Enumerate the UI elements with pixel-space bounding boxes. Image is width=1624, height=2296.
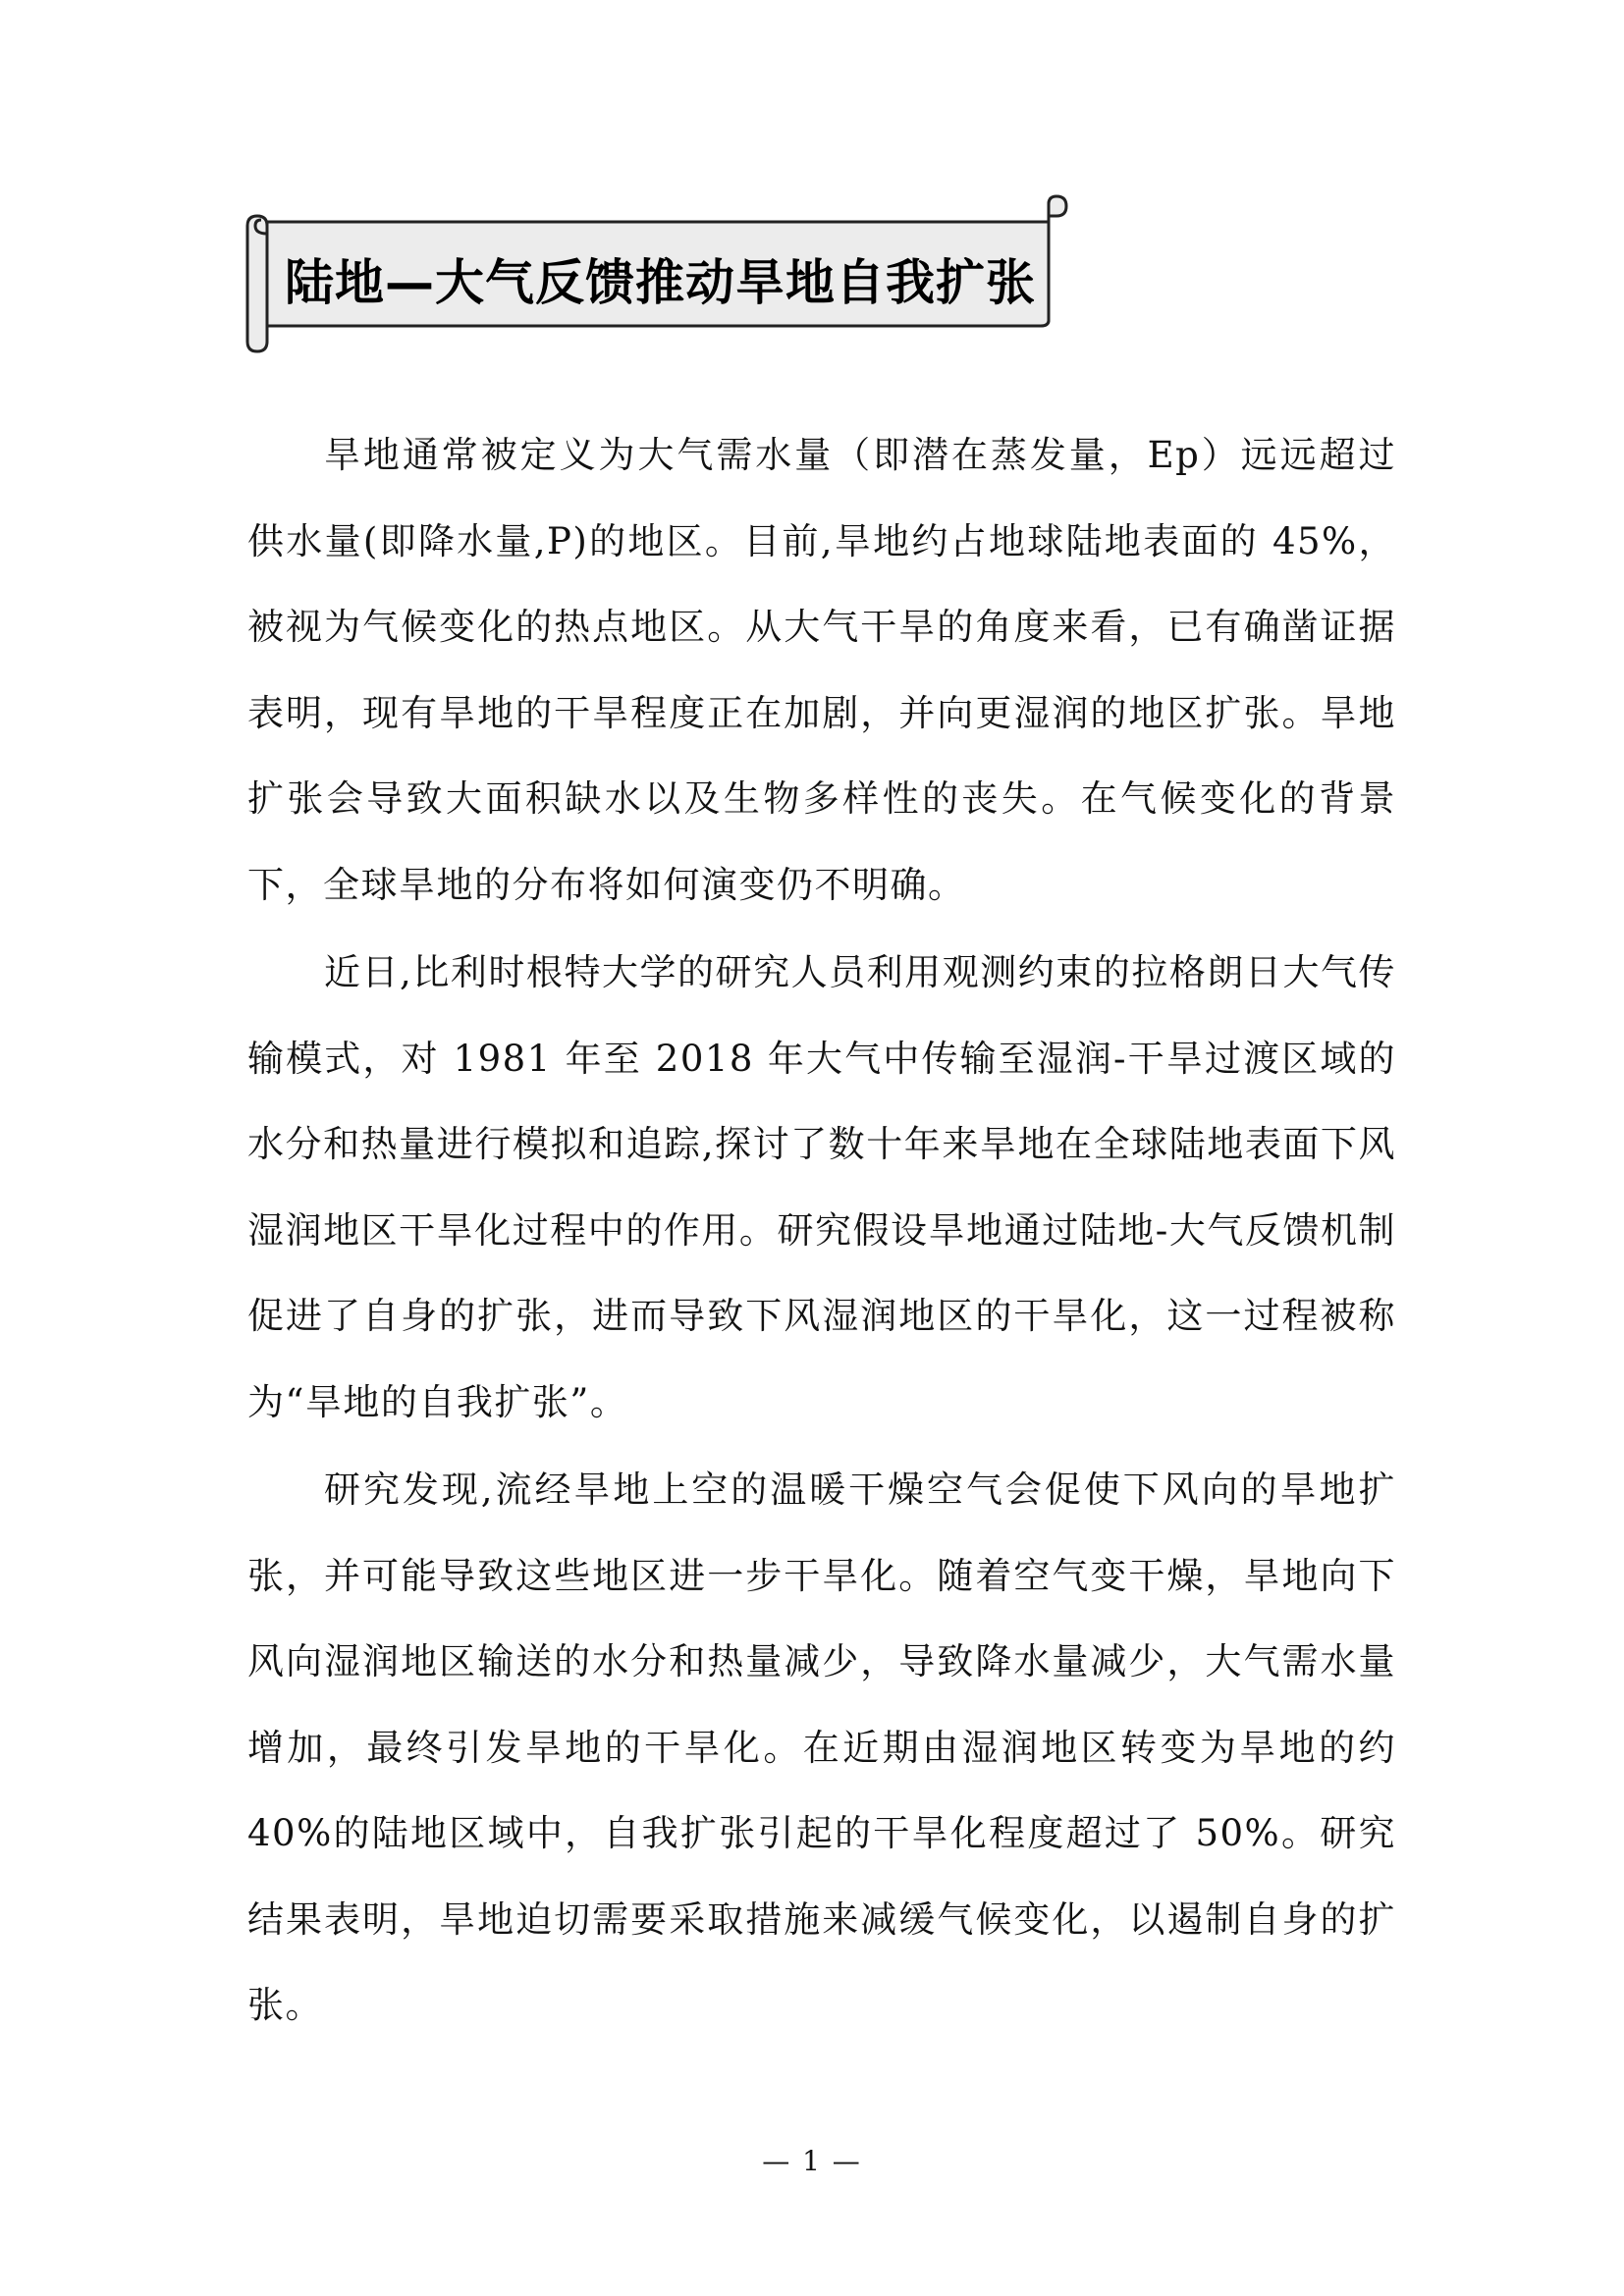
article-body bbox=[247, 412, 1396, 2050]
paragraph-1: 旱地通常被定义为大气需水量（即潜在蒸发量，Ep）远远超过供水量(即降水量,P)的地区。目前,旱地约占地球陆地表面的 45%，被视为气候变化的热点地区。从大气干旱的角度来看，已有确凿证据表明，现有旱地的干旱程度正在加剧，并向更湿润的地区扩张。旱地扩张会导致大面积缺水以及生物多样性的丧失。在气候变化的背景下，全球旱地的分布将如何演变仍不明确。 bbox=[247, 434, 1396, 906]
paragraph-2: 近日,比利时根特大学的研究人员利用观测约束的拉格朗日大气传输模式，对 1981 年至 2018 年大气中传输至湿润-干旱过渡区域的水分和热量进行模拟和追踪,探讨了数十年来旱地在全球陆地表面下风湿润地区干旱化过程中的作用。研究假设旱地通过陆地-大气反馈机制促进了自身的扩张，进而导致下风湿润地区的干旱化，这一过程被称为“旱地的自我扩张”。 bbox=[247, 951, 1396, 1423]
page-number: — 1 — bbox=[762, 2145, 862, 2177]
title-banner bbox=[244, 194, 1080, 351]
paragraph-3: 研究发现,流经旱地上空的温暖干燥空气会促使下风向的旱地扩张，并可能导致这些地区进一步干旱化。随着空气变干燥，旱地向下风向湿润地区输送的水分和热量减少，导致降水量减少，大气需水量增加，最终引发旱地的干旱化。在近期由湿润地区转变为旱地的约40%的陆地区域中，自我扩张引起的干旱化程度超过了 50%。研究结果表明，旱地迫切需要采取措施来减缓气候变化，以遏制自身的扩张。 bbox=[247, 1468, 1396, 2026]
document-title: 陆地—大气反馈推动旱地自我扩张 bbox=[285, 254, 1036, 311]
